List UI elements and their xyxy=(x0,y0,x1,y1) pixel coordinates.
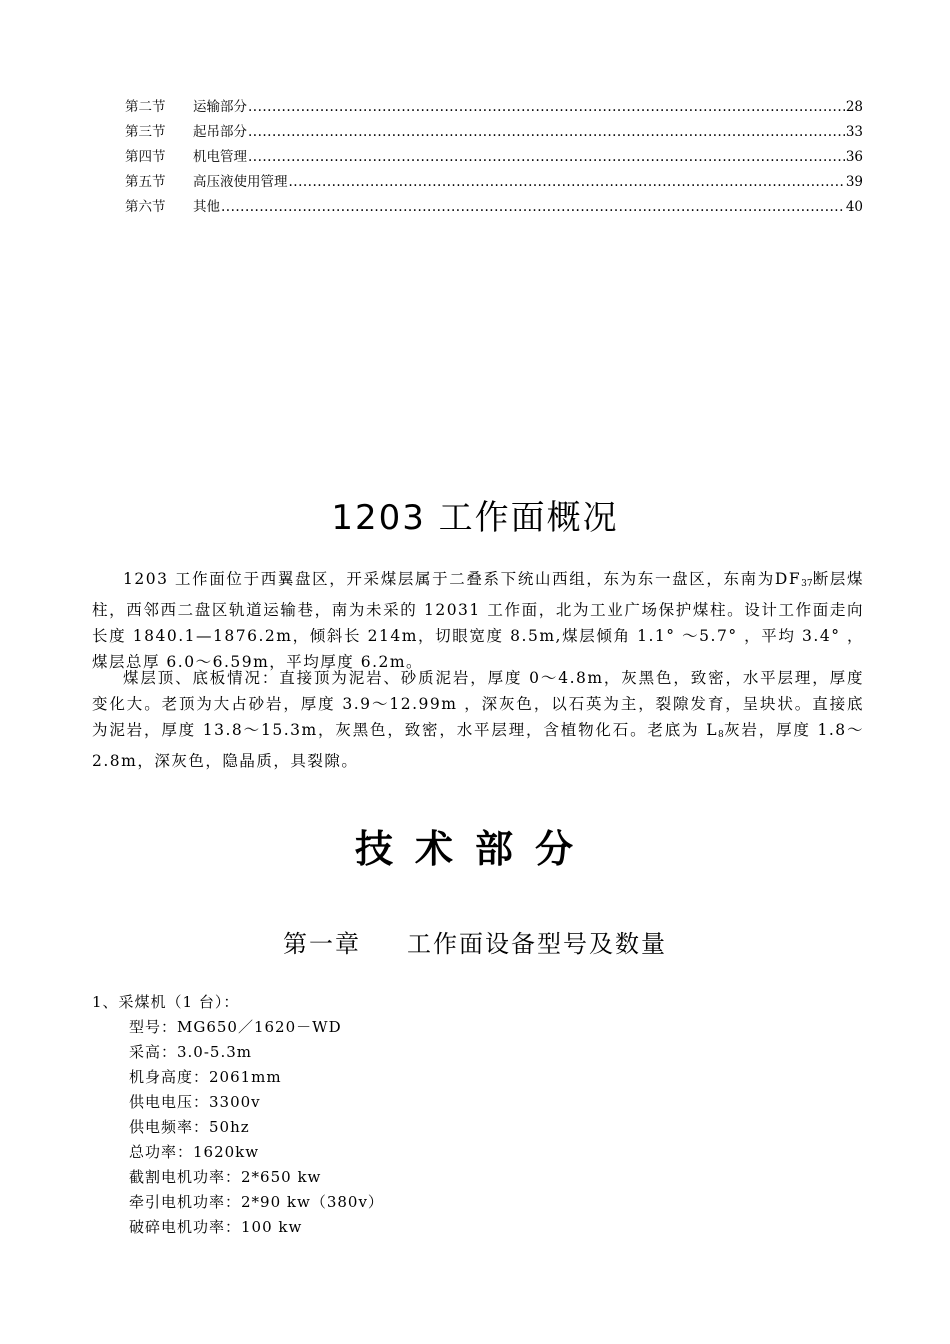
equipment-list xyxy=(92,990,384,1240)
toc-section-title: 高压液使用管理 xyxy=(193,174,288,190)
spec-item: 机身高度：2061mm xyxy=(129,1068,282,1086)
overview-heading: 1203 工作面概况 xyxy=(331,498,619,538)
spec-item: 破碎电机功率：100 kw xyxy=(129,1218,303,1236)
toc-section-title: 机电管理 xyxy=(193,149,247,165)
toc-entry[interactable] xyxy=(125,170,863,195)
subscript: 8 xyxy=(718,730,724,740)
toc-entry[interactable] xyxy=(125,195,863,220)
toc-leader-dots xyxy=(289,170,845,195)
paragraph-text: 灰岩，厚度 1.8～2.8m，深灰色，隐晶质，具裂隙。 xyxy=(92,721,865,770)
paragraph-text: 1203 工作面位于西翼盘区，开采煤层属于二叠系下统山西组，东为东一盘区，东南为DF xyxy=(123,570,802,588)
paragraph-text: 断层煤柱，西邻西二盘区轨道运输巷，南为未采的 12031 工作面，北为工业广场保护煤柱。设计工作面走向长度 1840.1—1876.2m，倾斜长 214m，切眼宽度 8.5m,煤层倾角 1.1° ～5.7° ，平均 3.4° ，煤层总厚 6.0～6.59m，平均厚度 6.2m。 xyxy=(92,570,864,671)
overview-paragraph-roof-floor xyxy=(92,665,864,774)
toc-section-title: 起吊部分 xyxy=(193,124,247,140)
toc-page-number: 39 xyxy=(845,174,863,190)
toc-leader-dots xyxy=(248,95,845,120)
spec-item: 型号：MG650／1620－WD xyxy=(129,1018,342,1036)
toc-section-number: 第五节 xyxy=(125,174,166,190)
toc-page-number: 28 xyxy=(845,99,863,115)
overview-paragraph-location xyxy=(92,566,864,675)
toc-page-number: 33 xyxy=(845,124,863,140)
chapter-heading xyxy=(0,924,950,959)
chapter-title: 工作面设备型号及数量 xyxy=(407,930,667,958)
toc-section-number: 第三节 xyxy=(125,124,166,140)
toc-page-number: 36 xyxy=(845,149,863,165)
toc-entry[interactable] xyxy=(125,145,863,170)
toc-section-title: 其他 xyxy=(193,199,220,215)
spec-item: 供电电压：3300v xyxy=(129,1093,261,1111)
toc-section-title: 运输部分 xyxy=(193,99,247,115)
chapter-number: 第一章 xyxy=(283,930,361,958)
spec-item: 供电频率：50hz xyxy=(129,1118,250,1136)
toc-page-number: 40 xyxy=(845,199,863,215)
paragraph-text: 煤层顶、底板情况：直接顶为泥岩、砂质泥岩，厚度 0～4.8m，灰黑色，致密，水平层理，厚度变化大。老顶为大占砂岩，厚度 3.9～12.99m ，深灰色，以石英为主，裂隙发育，呈块状。直接底为泥岩，厚度 13.8～15.3m，灰黑色，致密，水平层理，含植物化石。老底为 L xyxy=(92,669,864,739)
subscript: 37 xyxy=(801,579,813,589)
toc-entry[interactable] xyxy=(125,95,863,120)
spec-item: 截割电机功率：2*650 kw xyxy=(129,1168,322,1186)
toc-section-number: 第四节 xyxy=(125,149,166,165)
toc-leader-dots xyxy=(248,145,845,170)
toc-section-number: 第六节 xyxy=(125,199,166,215)
technical-section-heading: 技术部分 xyxy=(354,827,595,871)
toc-section-number: 第二节 xyxy=(125,99,166,115)
toc-entry[interactable] xyxy=(125,120,863,145)
equipment-heading: 1、采煤机（1 台）： xyxy=(92,993,240,1011)
spec-item: 牵引电机功率：2*90 kw（380v） xyxy=(129,1193,384,1211)
spec-item: 采高：3.0-5.3m xyxy=(129,1043,253,1061)
toc-leader-dots xyxy=(248,120,845,145)
spec-item: 总功率：1620kw xyxy=(129,1143,260,1161)
toc-leader-dots xyxy=(221,195,845,220)
table-of-contents xyxy=(125,95,863,220)
